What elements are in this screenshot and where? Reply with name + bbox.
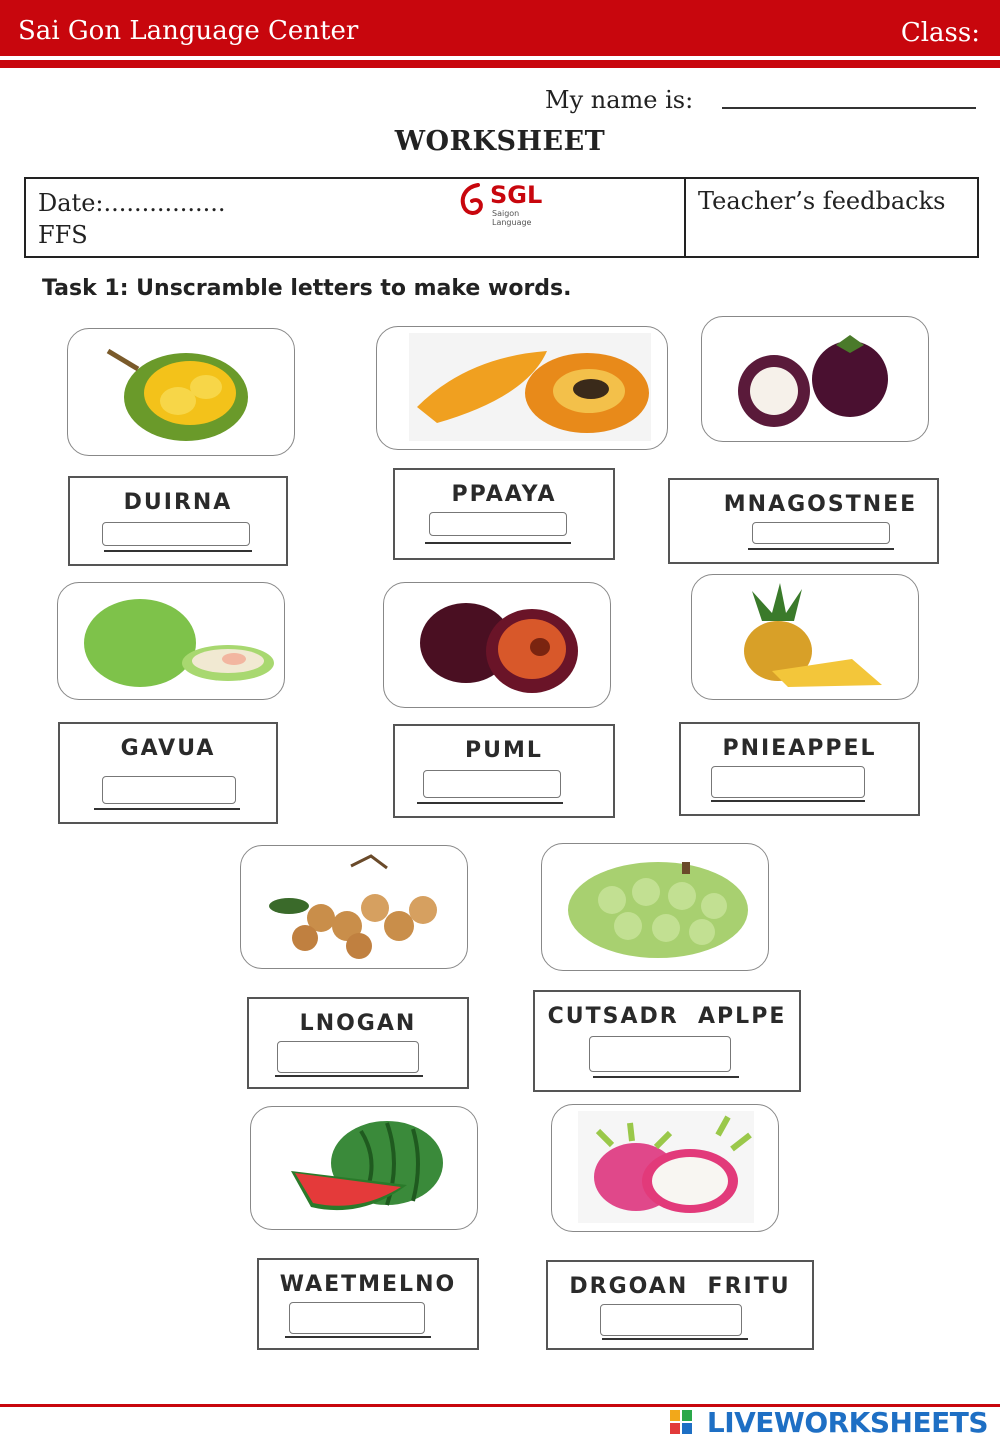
scrambled-word: WAETMELNO: [279, 1272, 457, 1297]
word-box-papaya: [393, 468, 615, 560]
pineapple-icon: [692, 575, 918, 699]
answer-input[interactable]: [711, 766, 865, 798]
answer-underline: [104, 550, 252, 552]
plum-card: [383, 582, 611, 708]
scrambled-word: PPAAYA: [451, 482, 557, 507]
custard-apple-icon: [542, 844, 768, 970]
name-label: My name is:: [545, 86, 694, 114]
page-title: WORKSHEET: [394, 126, 606, 157]
scrambled-word: DRGOAN FRITU: [569, 1274, 791, 1299]
pineapple-card: [691, 574, 919, 700]
word-box-custard-apple: [533, 990, 801, 1092]
logo-text: SGL: [490, 181, 543, 209]
answer-input[interactable]: [102, 522, 250, 546]
papaya-icon: [377, 327, 667, 449]
word-box-mangosteen: [668, 478, 939, 564]
answer-input[interactable]: [429, 512, 567, 536]
scrambled-word: LNOGAN: [299, 1011, 417, 1036]
scrambled-word: DUIRNA: [123, 490, 233, 515]
word-box-guava: [58, 722, 278, 824]
info-divider: [684, 179, 686, 256]
answer-input[interactable]: [752, 522, 890, 544]
answer-input[interactable]: [289, 1302, 425, 1334]
papaya-card: [376, 326, 668, 450]
name-field-line[interactable]: [722, 107, 976, 109]
liveworksheets-logo[interactable]: [668, 1404, 988, 1439]
answer-underline: [425, 542, 571, 544]
watermelon-card: [250, 1106, 478, 1230]
teacher-feedback-label: Teacher’s feedbacks: [698, 187, 946, 215]
word-box-dragon-fruit: [546, 1260, 814, 1350]
center-name: Sai Gon Language Center: [18, 16, 359, 46]
answer-underline: [417, 802, 563, 804]
answer-underline: [275, 1075, 423, 1077]
answer-input[interactable]: [589, 1036, 731, 1072]
date-label: Date:................: [38, 189, 226, 217]
plum-icon: [384, 583, 610, 707]
longan-card: [240, 845, 468, 969]
dragon-fruit-card: [551, 1104, 779, 1232]
sgl-logo-icon: [456, 181, 490, 221]
answer-underline: [593, 1076, 739, 1078]
liveworksheets-icon: [670, 1410, 692, 1434]
word-box-watermelon: [257, 1258, 479, 1350]
word-box-pineapple: [679, 722, 920, 816]
answer-underline: [711, 800, 865, 802]
scrambled-word: GAVUA: [120, 736, 216, 761]
guava-icon: [58, 583, 284, 699]
scrambled-word: PUML: [465, 738, 543, 763]
answer-underline: [602, 1338, 748, 1340]
word-box-longan: [247, 997, 469, 1089]
answer-underline: [94, 808, 240, 810]
answer-input[interactable]: [600, 1304, 742, 1336]
answer-input[interactable]: [102, 776, 236, 804]
watermelon-icon: [251, 1107, 477, 1229]
header-bar: [0, 0, 1000, 56]
logo-subtext: Saigon Language: [492, 209, 532, 227]
answer-underline: [748, 548, 894, 550]
task-instruction: Task 1: Unscramble letters to make words.: [42, 276, 572, 301]
custard-apple-card: [541, 843, 769, 971]
guava-card: [57, 582, 285, 700]
sgl-logo: [456, 181, 556, 227]
class-code: FFS: [38, 221, 88, 249]
date-block: [38, 187, 226, 251]
answer-underline: [285, 1336, 431, 1338]
durian-icon: [68, 329, 294, 455]
liveworksheets-brand: LIVEWORKSHEETS: [706, 1406, 988, 1439]
longan-icon: [241, 846, 467, 968]
dragon-fruit-icon: [552, 1105, 778, 1231]
header-divider: [0, 60, 1000, 68]
mangosteen-icon: [702, 317, 928, 441]
scrambled-word: PNIEAPPEL: [722, 736, 877, 761]
scrambled-word: CUTSADR APLPE: [547, 1004, 787, 1029]
mangosteen-card: [701, 316, 929, 442]
class-label: Class:: [900, 18, 980, 48]
durian-card: [67, 328, 295, 456]
answer-input[interactable]: [277, 1041, 419, 1073]
info-box: [24, 177, 979, 258]
word-box-plum: [393, 724, 615, 818]
answer-input[interactable]: [423, 770, 561, 798]
word-box-durian: [68, 476, 288, 566]
scrambled-word: MNAGOSTNEE: [723, 492, 918, 517]
